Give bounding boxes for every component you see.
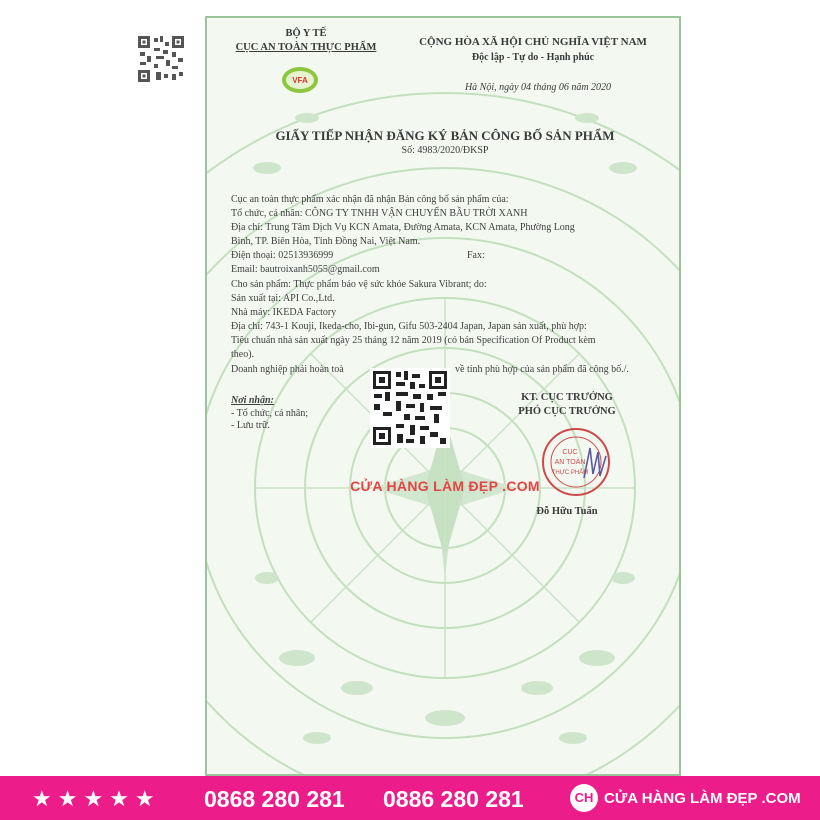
- body-product: Cho sản phẩm: Thực phẩm bảo vệ sức khỏe Sakura Vibrant; do:: [231, 279, 487, 290]
- phone-number-2[interactable]: 0886 280 281: [383, 786, 524, 812]
- recipient-item-1: - Tổ chức, cá nhân;: [231, 408, 309, 419]
- body-standard-1: Tiêu chuẩn nhà sản xuất ngày 25 tháng 12 năm 2019 (có bản Specification Of Product kèm: [231, 335, 596, 346]
- stamp-text-2: AN TOÀN: [554, 459, 586, 466]
- stamp-text-1: CỤC: [562, 449, 578, 456]
- signer-role-1: KT. CỤC TRƯỞNG: [521, 392, 613, 403]
- body-address-2: Bình, TP. Biên Hòa, Tỉnh Đồng Nai, Việt Nam.: [231, 236, 421, 247]
- stamp-text-3: THỰC PHẨM: [551, 470, 589, 476]
- recipients-heading: Nơi nhận:: [231, 395, 274, 406]
- certificate-document: [205, 16, 681, 776]
- document-number: Số: 4983/2020/ĐKSP: [401, 145, 489, 156]
- country-name: CỘNG HÒA XÃ HỘI CHỦ NGHĨA VIỆT NAM: [419, 36, 647, 48]
- department-name: CỤC AN TOÀN THỰC PHẨM: [235, 42, 377, 53]
- qr-code-top: [136, 34, 186, 84]
- body-factory: Nhà máy: IKEDA Factory: [231, 307, 337, 318]
- body-standard-2: theo).: [231, 349, 255, 360]
- place-and-date: Hà Nội, ngày 04 tháng 06 năm 2020: [464, 82, 612, 93]
- vfa-logo-icon: [281, 66, 319, 94]
- qr-code-center: [370, 368, 450, 448]
- body-intro: Cục an toàn thực phẩm xác nhận đã nhận Bản công bố sản phẩm của:: [231, 194, 509, 205]
- phone-number-1[interactable]: 0868 280 281: [204, 786, 345, 812]
- body-email: Email: bautroixanh5055@gmail.com: [231, 264, 380, 275]
- signer-role-2: PHÓ CỤC TRƯỞNG: [518, 406, 616, 417]
- rating-stars: ★★★★★: [32, 787, 161, 812]
- brand-logo-icon: CH: [570, 784, 598, 812]
- logo-text: VFA: [292, 76, 308, 85]
- national-motto: Độc lập - Tự do - Hạnh phúc: [471, 52, 595, 63]
- body-organization: Tổ chức, cá nhân: CÔNG TY TNHH VẬN CHUYỂN BẦU TRỜI XANH: [231, 208, 528, 219]
- body-maker: Sản xuất tại: API Co.,Ltd.: [231, 293, 335, 304]
- body-responsibility-right: về tính phù hợp của sản phẩm đã công bố./.: [455, 364, 629, 375]
- document-title: GIẤY TIẾP NHẬN ĐĂNG KÝ BẢN CÔNG BỐ SẢN PHẨM: [275, 128, 615, 143]
- body-responsibility-left: Doanh nghiệp phải hoàn toà: [231, 364, 344, 375]
- brand-name[interactable]: CỬA HÀNG LÀM ĐẸP .COM: [604, 790, 801, 807]
- body-phone: Điện thoại: 02513936999: [231, 250, 334, 261]
- recipient-item-2: - Lưu trữ.: [231, 420, 270, 431]
- body-address-1: Địa chỉ: Trung Tâm Dịch Vụ KCN Amata, Đường Amata, KCN Amata, Phường Long: [231, 222, 575, 233]
- ministry-name: BỘ Y TẾ: [285, 28, 327, 39]
- watermark-text: CỬA HÀNG LÀM ĐẸP .COM: [350, 478, 540, 494]
- body-factory-address: Địa chỉ: 743-1 Kouji, Ikeda-cho, Ibi-gun, Gifu 503-2404 Japan, Japan sản xuất, phù hợp:: [231, 321, 587, 332]
- body-fax: Fax:: [467, 250, 485, 261]
- signer-name: Đỗ Hữu Tuấn: [536, 506, 598, 517]
